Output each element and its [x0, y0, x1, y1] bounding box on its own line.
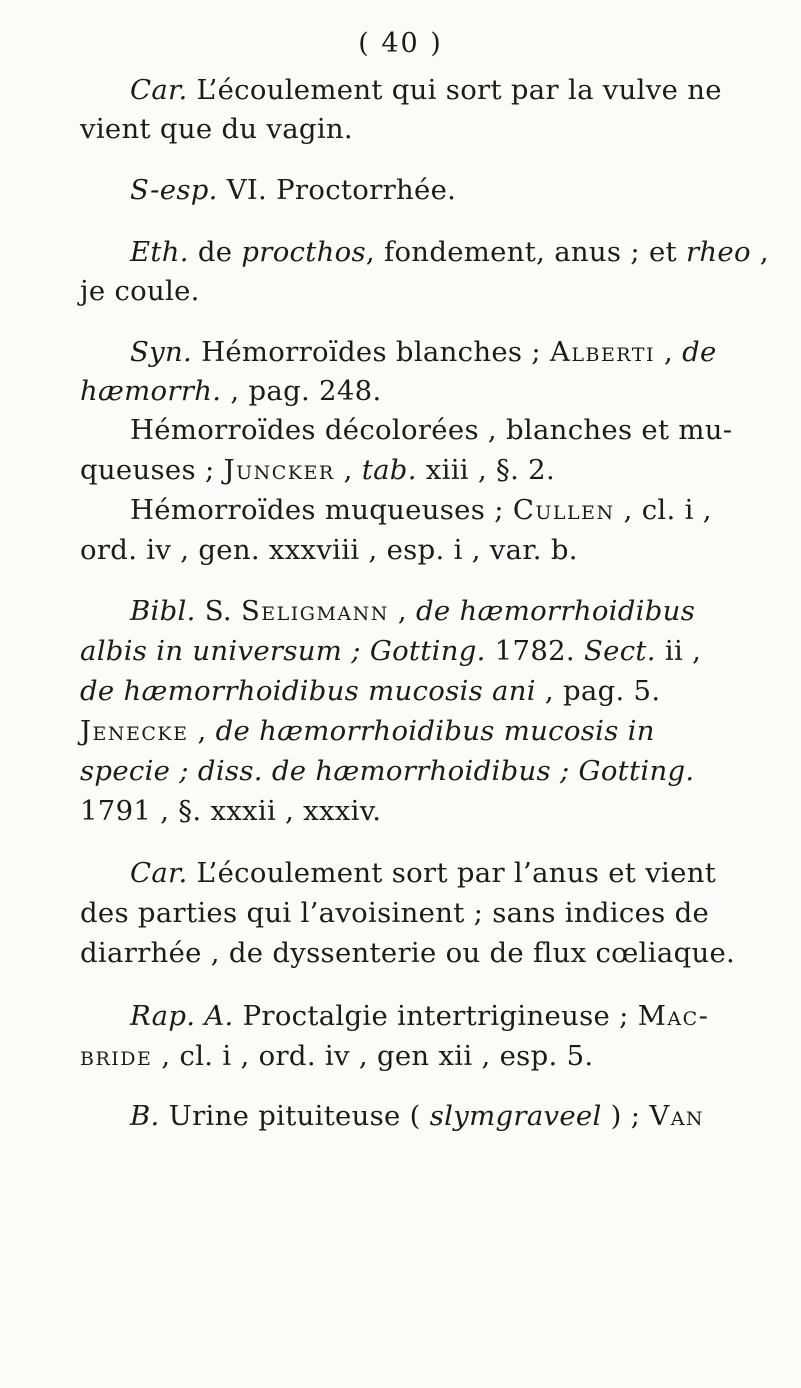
text: , [188, 715, 216, 747]
text: Hémorroïdes muqueuses ; [130, 494, 513, 526]
text: Proctalgie intertrigineuse ; [233, 1000, 638, 1032]
eth-line-2: je coule. [80, 275, 200, 307]
rap-line-2 [80, 1039, 593, 1073]
text: , pag. 248. [221, 375, 382, 407]
author-name: Juncker [223, 454, 335, 486]
text: tab. [361, 454, 417, 486]
text: , [388, 595, 417, 627]
bibl-line-4 [80, 714, 655, 748]
car2-line-2: des parties qui l’avoisinent ; sans indices de [80, 897, 710, 929]
text: de [188, 236, 242, 268]
car-line-1 [130, 73, 722, 107]
text: xiii , §. 2. [416, 454, 555, 486]
text: queuses ; [80, 454, 224, 486]
bibl-line-5: specie ; diss. de hæmorrhoidibus ; Gotting. [80, 755, 695, 787]
text: L’écoulement sort par l’anus et vient [187, 857, 717, 889]
text: S. [195, 595, 241, 627]
sesp-line [130, 173, 456, 207]
rap-label: Rap. A. [130, 1000, 234, 1032]
author-name: Cullen [512, 494, 615, 526]
car-label: Car. [130, 74, 188, 106]
syn-label: Syn. [130, 336, 193, 368]
text: de hæmorrhoidibus mucosis ani [80, 675, 536, 707]
text: de hæmorrhoidibus mucosis in [215, 715, 655, 747]
text: Hémorroïdes blanches ; [192, 336, 550, 368]
bibl-line-3 [80, 674, 660, 708]
text: , cl. i , [614, 494, 712, 526]
author-name: Seligmann [240, 595, 389, 627]
bibl-label: Bibl. [130, 595, 196, 627]
rap-line-1 [130, 999, 709, 1033]
text: , [334, 454, 362, 486]
car-line-2: vient que du vagin. [80, 113, 353, 145]
b-line-1 [130, 1099, 704, 1133]
text: de hæmorrhoidibus [416, 595, 696, 627]
text: rheo [685, 236, 751, 268]
car-label: Car. [130, 857, 188, 889]
text: , [654, 336, 683, 368]
text: slymgraveel [429, 1100, 602, 1132]
text: ) ; [601, 1100, 650, 1132]
sesp-label: S-esp. [130, 174, 218, 206]
syn-line-2 [80, 374, 381, 408]
page-number: ( 40 ) [358, 28, 443, 59]
author-name: Alberti [550, 336, 655, 368]
text: , pag. 5. [535, 675, 661, 707]
text: , fondement, anus ; et [365, 236, 686, 268]
text: VI. Proctorrhée. [217, 174, 457, 206]
bibl-line-1 [130, 594, 695, 628]
car2-line-1 [130, 856, 716, 890]
syn-line-5 [130, 493, 712, 527]
text: L’écoulement qui sort par la vulve ne [187, 74, 722, 106]
text: , [750, 236, 769, 268]
text: 1782. [485, 635, 585, 667]
syn-line-6: ord. iv , gen. xxxviii , esp. i , var. b. [80, 534, 578, 566]
syn-line-4 [80, 453, 555, 487]
eth-line-1 [130, 235, 769, 269]
author-name: Mac- [637, 1000, 710, 1032]
text: hæmorrh. [80, 375, 222, 407]
author-name: bride [80, 1040, 153, 1072]
author-name: Van [649, 1100, 705, 1132]
text: ii , [655, 635, 702, 667]
syn-line-3: Hémorroïdes décolorées , blanches et mu- [130, 414, 733, 446]
syn-line-1 [130, 335, 717, 369]
text: de [682, 336, 717, 368]
car2-line-3: diarrhée , de dyssenterie ou de flux cœliaque. [80, 937, 736, 969]
author-name: Jenecke [80, 715, 189, 747]
text: Sect. [584, 635, 656, 667]
text: albis in universum ; Gotting. [80, 635, 486, 667]
text: Urine pituiteuse ( [159, 1100, 430, 1132]
text: , cl. i , ord. iv , gen xii , esp. 5. [152, 1040, 594, 1072]
bibl-line-2 [80, 634, 701, 668]
text: procthos [241, 236, 366, 268]
b-label: B. [130, 1100, 160, 1132]
bibl-line-6: 1791 , §. xxxii , xxxiv. [80, 795, 382, 827]
eth-label: Eth. [130, 236, 189, 268]
